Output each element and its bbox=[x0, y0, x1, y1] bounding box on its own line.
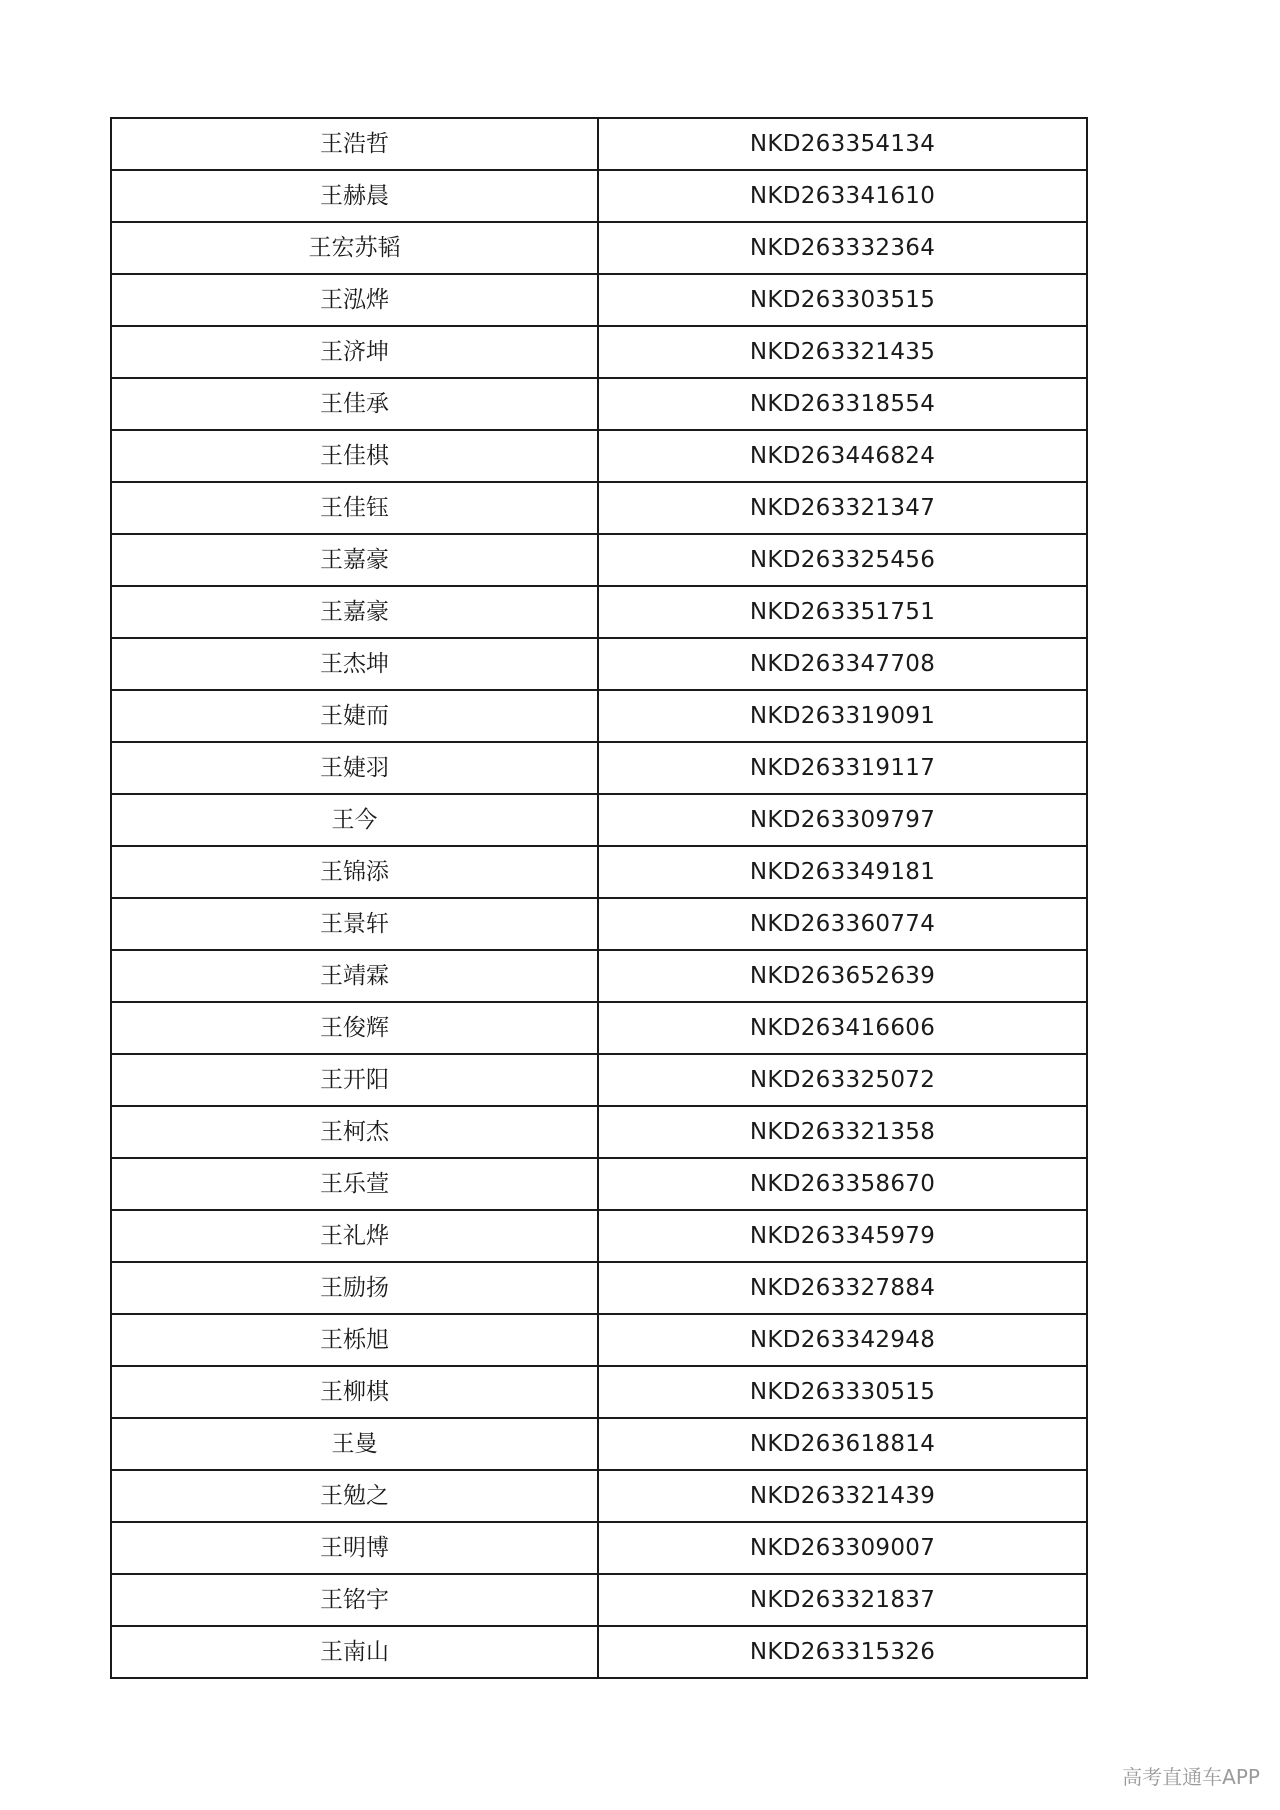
name-cell: 王今 bbox=[111, 794, 598, 846]
name-cell: 王锦添 bbox=[111, 846, 598, 898]
candidate-id-cell: NKD263315326 bbox=[598, 1626, 1087, 1678]
candidate-id-cell: NKD263358670 bbox=[598, 1158, 1087, 1210]
name-cell: 王佳棋 bbox=[111, 430, 598, 482]
name-cell: 王靖霖 bbox=[111, 950, 598, 1002]
roster-table bbox=[110, 117, 1088, 1679]
candidate-id-cell: NKD263416606 bbox=[598, 1002, 1087, 1054]
table-row bbox=[111, 222, 1087, 274]
name-cell: 王明博 bbox=[111, 1522, 598, 1574]
name-cell: 王嘉豪 bbox=[111, 534, 598, 586]
table-row bbox=[111, 950, 1087, 1002]
table-row bbox=[111, 898, 1087, 950]
name-cell: 王佳钰 bbox=[111, 482, 598, 534]
table-row bbox=[111, 1106, 1087, 1158]
name-cell: 王杰坤 bbox=[111, 638, 598, 690]
candidate-id-cell: NKD263318554 bbox=[598, 378, 1087, 430]
table-row bbox=[111, 430, 1087, 482]
name-cell: 王励扬 bbox=[111, 1262, 598, 1314]
candidate-id-cell: NKD263446824 bbox=[598, 430, 1087, 482]
name-cell: 王嘉豪 bbox=[111, 586, 598, 638]
candidate-id-cell: NKD263330515 bbox=[598, 1366, 1087, 1418]
table-row bbox=[111, 742, 1087, 794]
name-cell: 王柯杰 bbox=[111, 1106, 598, 1158]
candidate-id-cell: NKD263309797 bbox=[598, 794, 1087, 846]
table-row bbox=[111, 118, 1087, 170]
table-row bbox=[111, 586, 1087, 638]
candidate-id-cell: NKD263319091 bbox=[598, 690, 1087, 742]
name-cell: 王宏苏韬 bbox=[111, 222, 598, 274]
table-row bbox=[111, 1470, 1087, 1522]
name-cell: 王济坤 bbox=[111, 326, 598, 378]
name-cell: 王礼烨 bbox=[111, 1210, 598, 1262]
name-cell: 王赫晨 bbox=[111, 170, 598, 222]
table-row bbox=[111, 170, 1087, 222]
candidate-id-cell: NKD263319117 bbox=[598, 742, 1087, 794]
roster-table-body bbox=[111, 118, 1087, 1678]
table-row bbox=[111, 1366, 1087, 1418]
table-row bbox=[111, 534, 1087, 586]
candidate-id-cell: NKD263325072 bbox=[598, 1054, 1087, 1106]
table-row bbox=[111, 846, 1087, 898]
table-row bbox=[111, 378, 1087, 430]
name-cell: 王婕而 bbox=[111, 690, 598, 742]
name-cell: 王曼 bbox=[111, 1418, 598, 1470]
candidate-id-cell: NKD263321837 bbox=[598, 1574, 1087, 1626]
candidate-id-cell: NKD263354134 bbox=[598, 118, 1087, 170]
table-row bbox=[111, 1314, 1087, 1366]
table-row bbox=[111, 1574, 1087, 1626]
table-row bbox=[111, 1522, 1087, 1574]
table-row bbox=[111, 1158, 1087, 1210]
candidate-id-cell: NKD263327884 bbox=[598, 1262, 1087, 1314]
candidate-id-cell: NKD263309007 bbox=[598, 1522, 1087, 1574]
table-row bbox=[111, 1054, 1087, 1106]
name-cell: 王乐萱 bbox=[111, 1158, 598, 1210]
name-cell: 王俊辉 bbox=[111, 1002, 598, 1054]
name-cell: 王开阳 bbox=[111, 1054, 598, 1106]
table-row bbox=[111, 274, 1087, 326]
name-cell: 王景轩 bbox=[111, 898, 598, 950]
candidate-id-cell: NKD263618814 bbox=[598, 1418, 1087, 1470]
candidate-id-cell: NKD263321358 bbox=[598, 1106, 1087, 1158]
candidate-id-cell: NKD263341610 bbox=[598, 170, 1087, 222]
table-row bbox=[111, 690, 1087, 742]
table-row bbox=[111, 1418, 1087, 1470]
candidate-id-cell: NKD263321347 bbox=[598, 482, 1087, 534]
watermark: 高考直通车APP bbox=[1122, 1765, 1260, 1789]
candidate-id-cell: NKD263349181 bbox=[598, 846, 1087, 898]
table-row bbox=[111, 1002, 1087, 1054]
name-cell: 王栎旭 bbox=[111, 1314, 598, 1366]
table-row bbox=[111, 1262, 1087, 1314]
candidate-id-cell: NKD263325456 bbox=[598, 534, 1087, 586]
table-row bbox=[111, 482, 1087, 534]
name-cell: 王婕羽 bbox=[111, 742, 598, 794]
candidate-id-cell: NKD263342948 bbox=[598, 1314, 1087, 1366]
table-row bbox=[111, 1210, 1087, 1262]
table-row bbox=[111, 638, 1087, 690]
candidate-id-cell: NKD263360774 bbox=[598, 898, 1087, 950]
candidate-id-cell: NKD263303515 bbox=[598, 274, 1087, 326]
candidate-id-cell: NKD263321435 bbox=[598, 326, 1087, 378]
name-cell: 王勉之 bbox=[111, 1470, 598, 1522]
candidate-id-cell: NKD263652639 bbox=[598, 950, 1087, 1002]
name-cell: 王柳棋 bbox=[111, 1366, 598, 1418]
candidate-id-cell: NKD263347708 bbox=[598, 638, 1087, 690]
candidate-id-cell: NKD263321439 bbox=[598, 1470, 1087, 1522]
table-row bbox=[111, 326, 1087, 378]
name-cell: 王泓烨 bbox=[111, 274, 598, 326]
candidate-id-cell: NKD263351751 bbox=[598, 586, 1087, 638]
name-cell: 王铭宇 bbox=[111, 1574, 598, 1626]
name-cell: 王浩哲 bbox=[111, 118, 598, 170]
table-row bbox=[111, 1626, 1087, 1678]
name-cell: 王佳承 bbox=[111, 378, 598, 430]
table-row bbox=[111, 794, 1087, 846]
candidate-id-cell: NKD263332364 bbox=[598, 222, 1087, 274]
candidate-id-cell: NKD263345979 bbox=[598, 1210, 1087, 1262]
name-cell: 王南山 bbox=[111, 1626, 598, 1678]
